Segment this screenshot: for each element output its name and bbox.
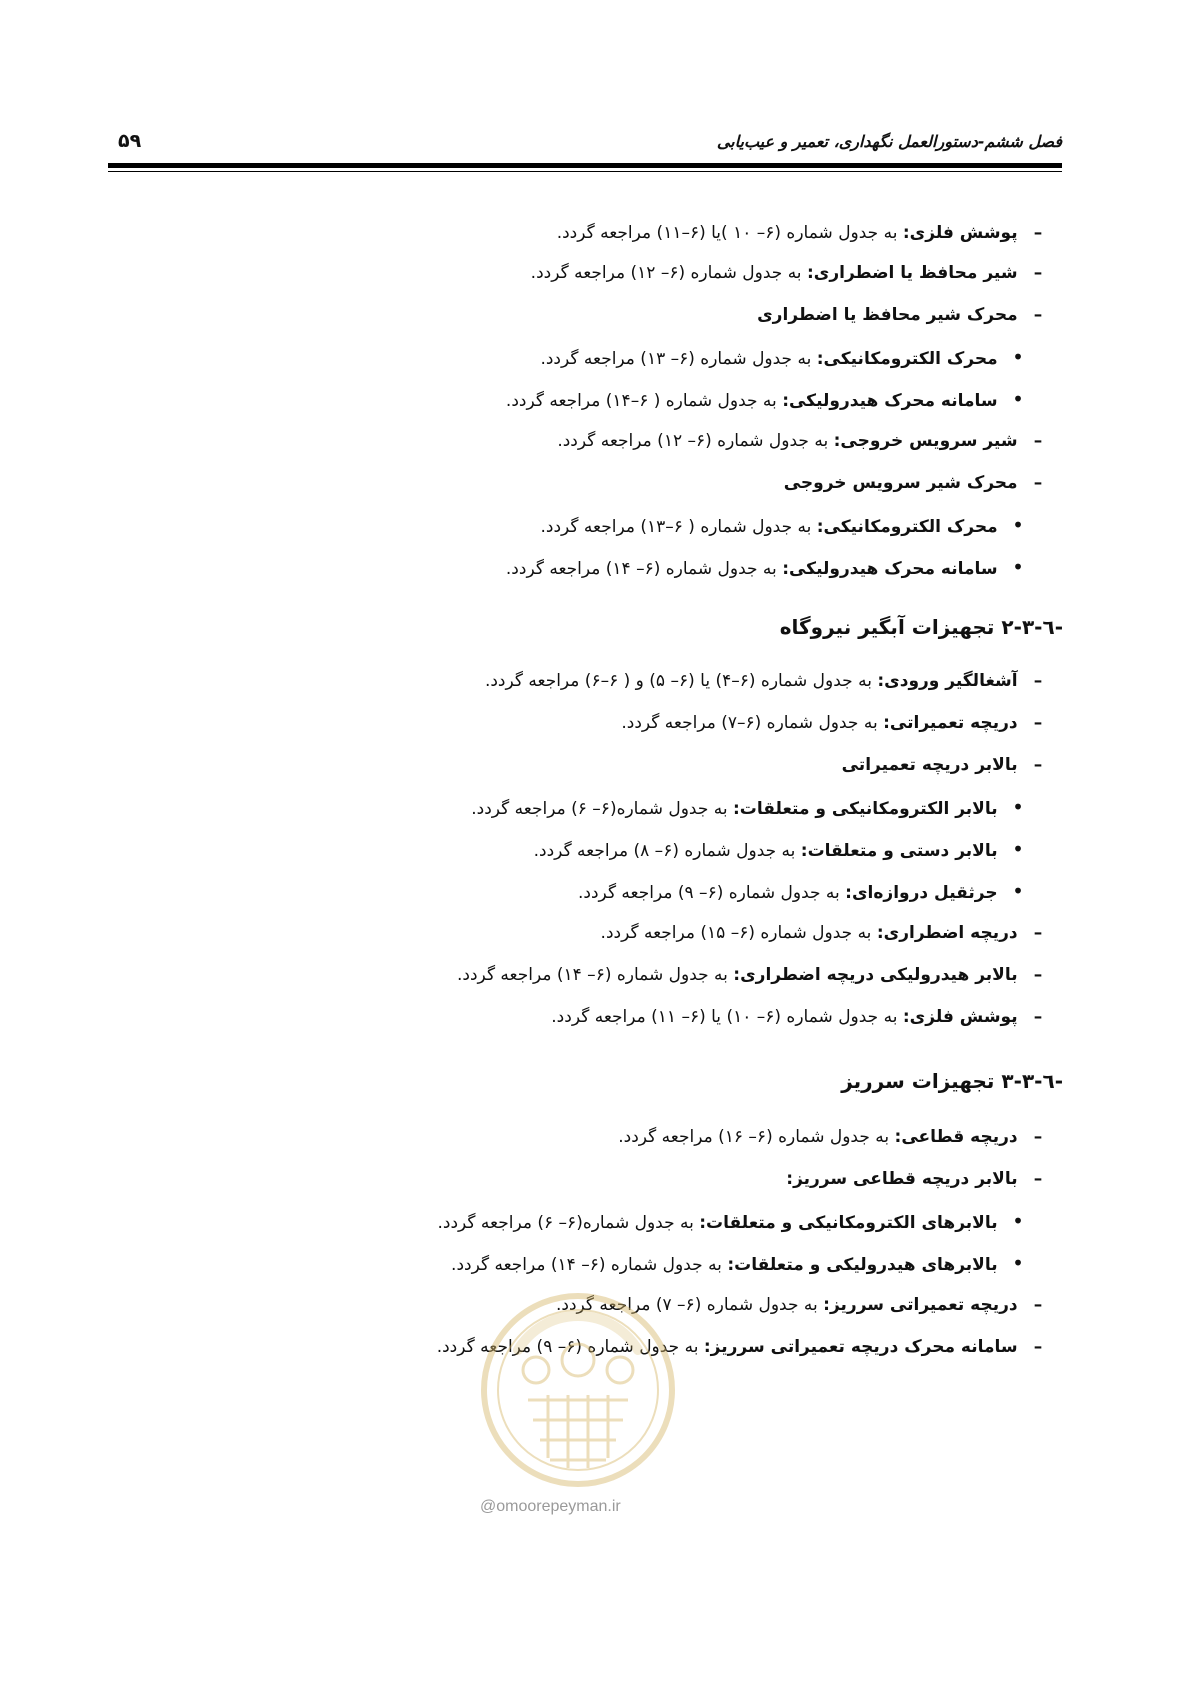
list-item: • جرثقیل دروازه‌ای: به جدول شماره (۶– ۹) مراجعه گردد. [578, 879, 1024, 903]
list-item: – محرک شیر محافظ یا اضطراری [757, 305, 1043, 325]
list-item: – سامانه محرک دریچه تعمیراتی سرریز: به جدول شماره (۶– ۹) مراجعه گردد. [436, 1337, 1043, 1357]
list-item: – دریچه قطاعی: به جدول شماره (۶– ۱۶) مراجعه گردد. [618, 1127, 1043, 1147]
list-item: – دریچه تعمیراتی: به جدول شماره (۶–۷) مراجعه گردد. [621, 713, 1043, 733]
header-rule-thick [108, 163, 1062, 168]
list-item: – پوشش فلزی: به جدول شماره (۶– ۱۰) یا (۶– ۱۱) مراجعه گردد. [551, 1007, 1043, 1027]
list-item: – پوشش فلزی: به جدول شماره (۶– ۱۰ )یا (۶–۱۱) مراجعه گردد. [556, 223, 1043, 243]
list-item: – بالابر دریچه قطاعی سرریز: [786, 1169, 1043, 1189]
chapter-title: فصل ششم-دستورالعمل نگهداری، تعمیر و عیب‌یابی [716, 132, 1062, 151]
list-item: • بالابر الکترومکانیکی و متعلقات: به جدول شماره(۶– ۶) مراجعه گردد. [471, 795, 1024, 819]
watermark-seal [478, 1290, 678, 1490]
list-item: – دریچه اضطراری: به جدول شماره (۶– ۱۵) مراجعه گردد. [600, 923, 1043, 943]
list-item: • بالابر دستی و متعلقات: به جدول شماره (۶– ۸) مراجعه گردد. [533, 837, 1024, 861]
list-item: – آشغالگیر ورودی: به جدول شماره (۶–۴) یا (۶– ۵) و ( ۶–۶) مراجعه گردد. [484, 671, 1043, 691]
section-heading: ٦-٣-٢- تجهیزات آبگیر نیروگاه [779, 615, 1063, 639]
list-item: – محرک شیر سرویس خروجی [783, 473, 1043, 493]
watermark-url: @omoorepeyman.ir [480, 1498, 621, 1515]
section-heading: ٦-٣-٣- تجهیزات سرریز [841, 1069, 1063, 1093]
list-item: – بالابر دریچه تعمیراتی [841, 755, 1043, 775]
list-item: • بالابرهای الکترومکانیکی و متعلقات: به جدول شماره(۶– ۶) مراجعه گردد. [437, 1209, 1024, 1233]
list-item: • محرک الکترومکانیکی: به جدول شماره ( ۶–۱۳) مراجعه گردد. [540, 513, 1024, 537]
list-item: • محرک الکترومکانیکی: به جدول شماره (۶– ۱۳) مراجعه گردد. [540, 345, 1024, 369]
page-header [118, 128, 1062, 158]
list-item: – شیر سرویس خروجی: به جدول شماره (۶– ۱۲) مراجعه گردد. [557, 431, 1043, 451]
page-number: ۵۹ [118, 130, 142, 152]
header-rule-thin [108, 171, 1062, 172]
list-item: – دریچه تعمیراتی سرریز: به جدول شماره (۶– ۷) مراجعه گردد. [556, 1295, 1043, 1315]
list-item: • بالابرهای هیدرولیکی و متعلقات: به جدول شماره (۶– ۱۴) مراجعه گردد. [451, 1251, 1024, 1275]
list-item: • سامانه محرک هیدرولیکی: به جدول شماره (۶– ۱۴) مراجعه گردد. [505, 555, 1024, 579]
list-item: – شیر محافظ یا اضطراری: به جدول شماره (۶– ۱۲) مراجعه گردد. [530, 263, 1043, 283]
list-item: – بالابر هیدرولیکی دریچه اضطراری: به جدول شماره (۶– ۱۴) مراجعه گردد. [457, 965, 1043, 985]
list-item: • سامانه محرک هیدرولیکی: به جدول شماره ( ۶–۱۴) مراجعه گردد. [505, 387, 1024, 411]
